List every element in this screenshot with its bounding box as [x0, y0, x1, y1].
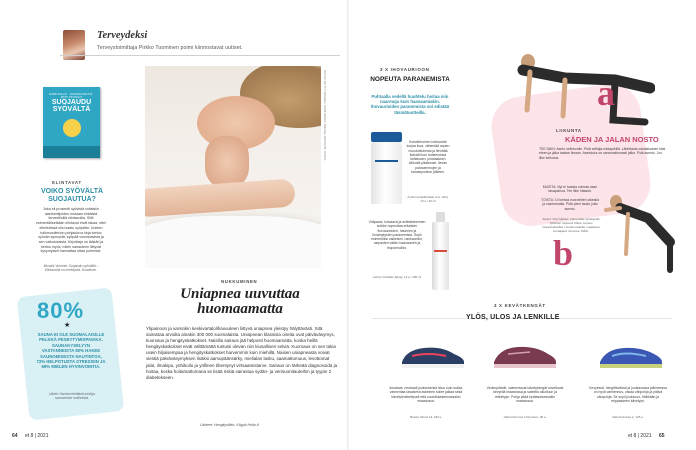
- left-headline: VOIKO SYÖVÄLTÄ SUOJAUTUA?: [40, 188, 104, 203]
- photo-credit: KUVAT: GETTY IMAGES, SAMI KERO / MIKAEL WASSLIN, OTAVA: [323, 70, 327, 161]
- shoe-3-text: Kevyessä, hengittävässä ja joustavassa jalkineessa on hyvä vaimennus, vakaa vähpohja ja pitävä ulkopohja. Se sopii juoksuun, hölkkään ja reippaaseen kävelyyn.: [589, 386, 667, 403]
- page-num-65: 65: [658, 433, 665, 439]
- photo-hand: [205, 136, 249, 188]
- exercise-body: TEE NÄIN: Asetu nelinkontin. Pidä selkäja niskapiirillä. Lähtötasta vastakkainen käsi eteen ja jalka taakse ilmaan. Aseeduks on sanomattomasti jalka. Pidä asento. Jos liike keikutus.: [539, 147, 666, 160]
- book-cover-image: [43, 87, 100, 158]
- sun-icon: [63, 119, 81, 137]
- shoe-2-text: Vedenpitävät, vaimentavat kävelykengät soveltuvat kevyellä maastossa ja sateella ulkoiluun ja retkeilyyn. Pohja pitää epätasaisessakin maastossa.: [486, 386, 564, 403]
- spray-nozzle: [436, 212, 445, 222]
- exercise-headline: KÄDEN JA JALAN NOSTO: [565, 135, 659, 144]
- exercise-muista: MUISTA: Nyt ei haasta voimaa vaan tasapainoa. Tee liike hitaasti.: [542, 185, 598, 194]
- left-body: Joka eli prosentti syövistä voitaisiin aiantumtijoiden mukaan ehkäistä terveellisillä elintavoilla. Siltii esimerkillisetkään elintavat eivät takaa, ettei elimistössä olisi saatu syöpään. Uuteen tutkimustietoon pohjautuva kirja kertoo syövän synnystä, syöpää voimistavista ja sen vaikutuksista. Kirjoittaja on lääkäri ja kertoo myös, miten sairauteen liittyvät kysymykset kannattaa ottaa puheeksi.: [36, 207, 106, 254]
- exercise-caption: Tekstit: Virpi Mattan; valmentaja Jyväskylän Tykkinen osapooli Oliiva, kuvaus Vesannekselles / kuvaa Uudella / vaaleissa kuvaajana: Anumee Tolkki.: [542, 217, 600, 233]
- book-title: SUOJAUDU SYÖVÄLTÄ: [51, 99, 92, 113]
- article-headline: Uniapnea uuvuttaa huomaamatta: [180, 286, 300, 317]
- wound-label: 3 X IHOVAURIOON: [380, 67, 430, 72]
- tube-label: [375, 160, 398, 162]
- shoe-1-text: Joustava, neutraali juoksukenkä istuu kuin sukka, vaimentaa tasaisesti askeleen tukee jalkaa sekä kävelylenkkeilyssä että vuoridkkaammassakin maastossa.: [388, 386, 464, 403]
- wound-src-2: Avéne Cicalfate Spray, 13 e / 100 ml: [372, 275, 422, 279]
- page-number-right: [628, 433, 665, 439]
- mag-name-left: et 8 | 2021: [24, 433, 49, 439]
- shoes-headline: YLÖS, ULOS JA LENKILLE: [466, 314, 560, 321]
- exercise-label: LIIKUNTA: [556, 128, 582, 133]
- spray-label: [434, 250, 447, 252]
- exercise-figure-a: [505, 50, 655, 130]
- spray-bottle-image: [432, 222, 449, 290]
- spine-divider: [347, 0, 349, 450]
- book-sea: [43, 146, 100, 158]
- exercise-figure-b: [600, 180, 680, 276]
- article-source: Lähteet: Hengitysliitto, Käypä Hoito-fi: [200, 423, 259, 427]
- wound-intro: Puhtaalla vedellä huuhtelu hoitaa niin naarmuja kuin haavaumiakin. Ihovaurioiden paranemista voi edistää täsmätuotteilla.: [370, 94, 450, 115]
- article-kicker: NUKKUMINEN: [221, 279, 258, 284]
- shoe-2-source: Haltri Faro low 2 Drymaxx, 90 e.: [503, 415, 547, 419]
- wound-src-1: A-Derma Epitheliale A.H. Ultra, 15 e / 40 ml: [407, 195, 449, 203]
- left-credit: Mosaiik Vuorinto: Suojaudu syöväiltä – Elintavoilla on merkitystä. Duodecim.: [43, 264, 99, 273]
- letter-a: a: [597, 73, 615, 113]
- page-num-64: 64: [12, 433, 18, 439]
- stat-statement: SAUNA EI OLE SUOMALAISILLE PELKKÄ PESEYTYMISPAIKKA. SAUNAKYSELYYN VASTANNEISTA 80% HAKEE SAUNOMISESTA NAUTINTOA, 72% HELPOTUSTA STRESSIIN JA 69% MIELEN HYVINVOINTIA.: [36, 332, 106, 370]
- page-number-left: [12, 433, 49, 439]
- shoes-label: 3 X KEVÄTKENGÄT: [494, 303, 546, 308]
- sleeping-woman-photo: [145, 66, 321, 268]
- exercise-toista: TOISTA: 10 kertaa vuorotellen oikealla ja vasemmalla. Pidä pieni tauko jotta asento.: [541, 198, 599, 211]
- left-section-label: ELINTAVAT: [52, 180, 82, 185]
- shoe-3-source: Merrell Antora 2, 125 e.: [612, 415, 644, 419]
- book-authors: ROBIN KALLIO · JOHANNA PETÄJÄ · MATTI VIITASALO: [49, 93, 94, 99]
- shoe-1-image: [398, 342, 468, 370]
- header-rule: [60, 55, 340, 56]
- cream-tube-image: [371, 142, 402, 204]
- star-icon: ★: [64, 322, 71, 329]
- section-title: Terveydeksi: [97, 30, 148, 41]
- letter-b: b: [553, 233, 574, 273]
- mag-name-right: et 8 | 2021: [628, 433, 652, 439]
- stat-big-number: 80%: [37, 298, 85, 323]
- wound-text-2: Voitjaava, kuivaava ja antibakteerinen suihke nopeuttaa erilaisten ihovaurioiden, haumien ja ihoärsytysten paranemista. Sopii esimerkiksi vaikeisiin, hankaumiin, varpaiden välien haavaumiin ja ihopoimuihin.: [368, 220, 426, 250]
- article-lede: Ylipainoon ja varsinkin keskivartalolihavuuteen liittyvä uniapnea yleistyy hälyttävästi. Sitä sairastaa arviolta ainakin 300 000 suomalaista. Uniapnean klassisia oireita ovat päiväväsymys, kuorsaus ja hengityskatkokset. Naisilla sairaus jää helposti huomaamatta, koska heillä hengityskatkokset eivät välttämättä tuntuisi olevan niin kiusallisen selviä. Kuorsaus on sen takia usein hiljaisempaa ja hengityskatkokset harvemmin kuin miehillä. Naisen uniapneasta voivat viestiä päiväväsymyksen lisäksi aamupäänsärky, mielialan lasku, saamattomuus, levottomat jalat, ilmakipu, yöhikoilu ja yöllinen tihentynyt virtsaamistarve. Sairaus on tärkeää diagnosoida ja hoitaa, koska hoitamattomana se lisää riskiä sairastua sydän- ja verisuonitauteihin ja tyypin 2 diabetekseen.: [146, 326, 338, 380]
- stat-source: Lähde: Harvian teettämä selvitys saunomisen motiiveista.: [48, 392, 96, 401]
- shoe-2-image: [490, 342, 560, 370]
- section-subtitle: Terveystoimittaja Pirkko Tuominen poimi kiinnostavat uutiset.: [97, 45, 243, 51]
- photo-arm: [145, 178, 296, 217]
- shoe-1-source: Brooks Ghost 13, 160 e.: [409, 415, 443, 419]
- shoe-3-image: [596, 342, 666, 370]
- photo-sheet: [145, 216, 321, 268]
- wound-headline: NOPEUTA PARANEMISTA: [370, 76, 450, 83]
- wound-text-1: Kolmitehoinen hoitovoide korjaa ihoa, vähentää arpien muodostumista ja lievittää ikävää ihon tuntemuksia kellaisuen, poistaaksen kiiltoniä pikaleesie, lievän palovammojen ja karvanpoiston jälkeen.: [406, 140, 450, 175]
- tube-cap: [371, 132, 402, 142]
